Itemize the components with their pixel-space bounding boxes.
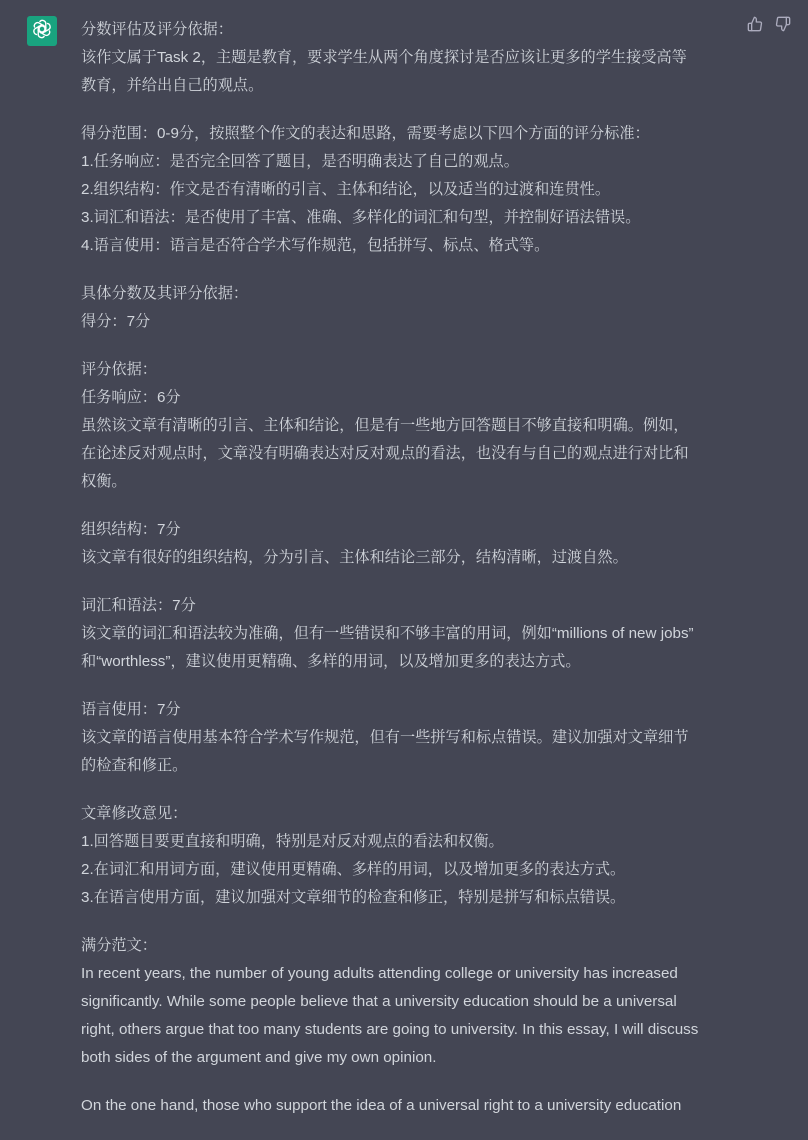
text-line: 权衡。: [81, 473, 127, 490]
text-line: In recent years, the number of young adults attending college or university has increased: [81, 965, 678, 982]
openai-logo-icon: [31, 18, 53, 45]
message-paragraph: [81, 932, 741, 1072]
text-line: significantly. While some people believe that a university education should be a universal: [81, 993, 677, 1010]
text-line: 该作文属于Task 2，主题是教育，要求学生从两个角度探讨是否应该让更多的学生接受高等: [81, 49, 687, 66]
text-line: 满分范文：: [81, 937, 157, 954]
text-line: On the one hand, those who support the idea of a universal right to a university education: [81, 1097, 682, 1114]
message-paragraph: [81, 1092, 741, 1120]
text-line: 1.回答题目要更直接和明确，特别是对反对观点的看法和权衡。: [81, 833, 504, 850]
message-paragraph: [81, 356, 741, 496]
text-line: 该文章的语言使用基本符合学术写作规范，但有一些拼写和标点错误。建议加强对文章细节: [81, 729, 689, 746]
text-line: 词汇和语法：7分: [81, 597, 196, 614]
text-line: 教育，并给出自己的观点。: [81, 77, 264, 94]
thumbs-up-button[interactable]: [746, 16, 764, 36]
text-line: 2.在词汇和用词方面，建议使用更精确、多样的用词，以及增加更多的表达方式。: [81, 861, 626, 878]
assistant-avatar: [27, 16, 57, 46]
text-line: 得分范围：0-9分，按照整个作文的表达和思路，需要考虑以下四个方面的评分标准：: [81, 125, 650, 142]
text-line: 4.语言使用：语言是否符合学术写作规范，包括拼写、标点、格式等。: [81, 237, 550, 254]
text-line: 具体分数及其评分依据：: [81, 285, 249, 302]
text-line: 该文章有很好的组织结构，分为引言、主体和结论三部分，结构清晰，过渡自然。: [81, 549, 628, 566]
message-paragraph: [81, 800, 741, 912]
thumbs-down-icon: [775, 16, 791, 37]
text-line: 的检查和修正。: [81, 757, 188, 774]
text-line: 得分：7分: [81, 313, 151, 330]
text-line: 1.任务响应：是否完全回答了题目，是否明确表达了自己的观点。: [81, 153, 519, 170]
text-line: 组织结构：7分: [81, 521, 181, 538]
text-line: 分数评估及评分依据：: [81, 21, 233, 38]
text-line: right, others argue that too many students are going to university. In this essay, I will discuss: [81, 1021, 699, 1038]
text-line: 虽然该文章有清晰的引言、主体和结论，但是有一些地方回答题目不够直接和明确。例如，: [81, 417, 689, 434]
message-paragraph: [81, 592, 741, 676]
text-line: 评分依据：: [81, 361, 157, 378]
message-paragraph: [81, 280, 741, 336]
text-line: 3.词汇和语法：是否使用了丰富、准确、多样化的词汇和句型，并控制好语法错误。: [81, 209, 641, 226]
text-line: both sides of the argument and give my own opinion.: [81, 1049, 437, 1066]
message-content: [81, 16, 741, 1140]
text-line: 3.在语言使用方面，建议加强对文章细节的检查和修正，特别是拼写和标点错误。: [81, 889, 626, 906]
message-paragraph: [81, 16, 741, 100]
text-line: 2.组织结构：作文是否有清晰的引言、主体和结论，以及适当的过渡和连贯性。: [81, 181, 611, 198]
text-line: 任务响应：6分: [81, 389, 181, 406]
text-line: 文章修改意见：: [81, 805, 188, 822]
text-line: 语言使用：7分: [81, 701, 181, 718]
message-paragraph: [81, 120, 741, 260]
thumbs-up-icon: [747, 16, 763, 37]
feedback-buttons: [746, 16, 792, 36]
message-paragraph: [81, 696, 741, 780]
text-line: 该文章的词汇和语法较为准确，但有一些错误和不够丰富的用词，例如“millions of new jobs”: [81, 625, 694, 642]
text-line: 在论述反对观点时，文章没有明确表达对反对观点的看法，也没有与自己的观点进行对比和: [81, 445, 689, 462]
thumbs-down-button[interactable]: [774, 16, 792, 36]
text-line: 和“worthless”，建议使用更精确、多样的用词，以及增加更多的表达方式。: [81, 653, 581, 670]
message-paragraph: [81, 516, 741, 572]
